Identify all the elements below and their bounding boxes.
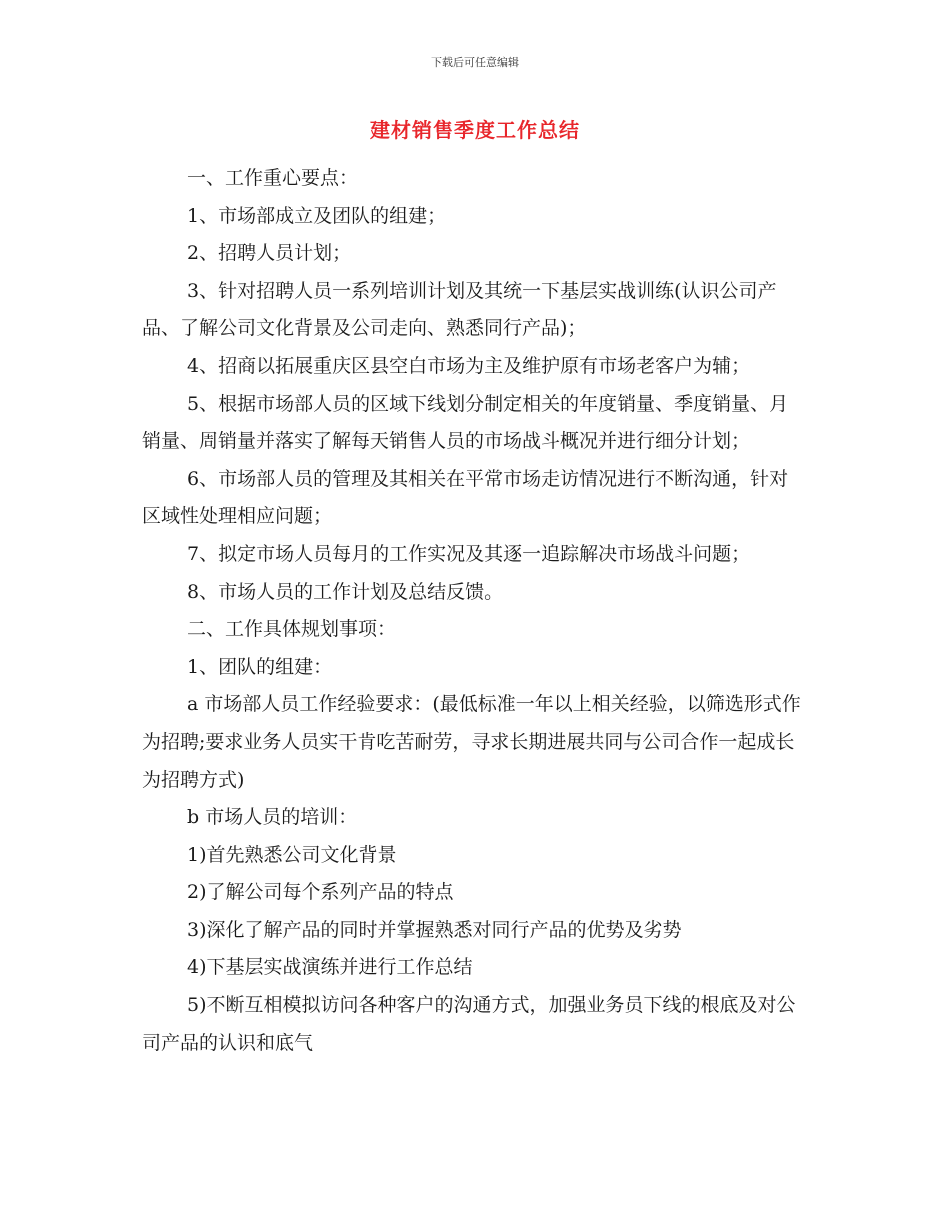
paragraph-section-1-heading: 一、工作重心要点： xyxy=(187,167,359,189)
paragraph-item-7: 7、拟定市场人员每月的工作实况及其逐一追踪解决市场战斗问题； xyxy=(187,542,751,565)
paragraph-item-8: 8、市场人员的工作计划及总结反馈。 xyxy=(187,580,504,603)
paragraph-training-4: 4)下基层实战演练并进行工作总结 xyxy=(187,956,473,979)
paragraph-requirement-a: a 市场部人员工作经验要求：(最低标准一年以上相关经验，以筛选形式作为招聘;要求业务人员实干肯吃苦耐劳，寻求长期进展共同与公司合作一起成长为招聘方式) xyxy=(142,693,801,791)
paragraph-training-5: 5)不断互相模拟访问各种客户的沟通方式，加强业务员下线的根底及对公司产品的认识和底气 xyxy=(142,994,796,1054)
paragraph-item-5: 5、根据市场部人员的区域下线划分制定相关的年度销量、季度销量、月销量、周销量并落实了解每天销售人员的市场战斗概况并进行细分计划； xyxy=(142,392,789,453)
document-body xyxy=(142,160,804,1062)
paragraph-training-2: 2)了解公司每个系列产品的特点 xyxy=(187,881,454,904)
document-title: 建材销售季度工作总结 xyxy=(370,118,580,142)
paragraph-item-2: 2、招聘人员计划； xyxy=(187,242,352,265)
paragraph-item-3: 3、针对招聘人员一系列培训计划及其统一下基层实战训练(认识公司产品、了解公司文化背景及公司走向、熟悉同行产品)； xyxy=(142,279,777,340)
paragraph-section-2-heading: 二、工作具体规划事项： xyxy=(187,618,397,641)
paragraph-item-4: 4、招商以拓展重庆区县空白市场为主及维护原有市场老客户为辅； xyxy=(187,354,751,377)
paragraph-training-1: 1)首先熟悉公司文化背景 xyxy=(187,843,397,866)
paragraph-item-1: 1、市场部成立及团队的组建； xyxy=(187,204,447,227)
paragraph-item-6: 6、市场部人员的管理及其相关在平常市场走访情况进行不断沟通，针对区域性处理相应问题； xyxy=(142,467,789,528)
header-note: 下载后可任意编辑 xyxy=(431,56,519,69)
paragraph-training-3: 3)深化了解产品的同时并掌握熟悉对同行产品的优势及劣势 xyxy=(187,918,682,941)
paragraph-team-building: 1、团队的组建： xyxy=(187,655,333,678)
paragraph-training-b: b 市场人员的培训： xyxy=(187,806,358,829)
